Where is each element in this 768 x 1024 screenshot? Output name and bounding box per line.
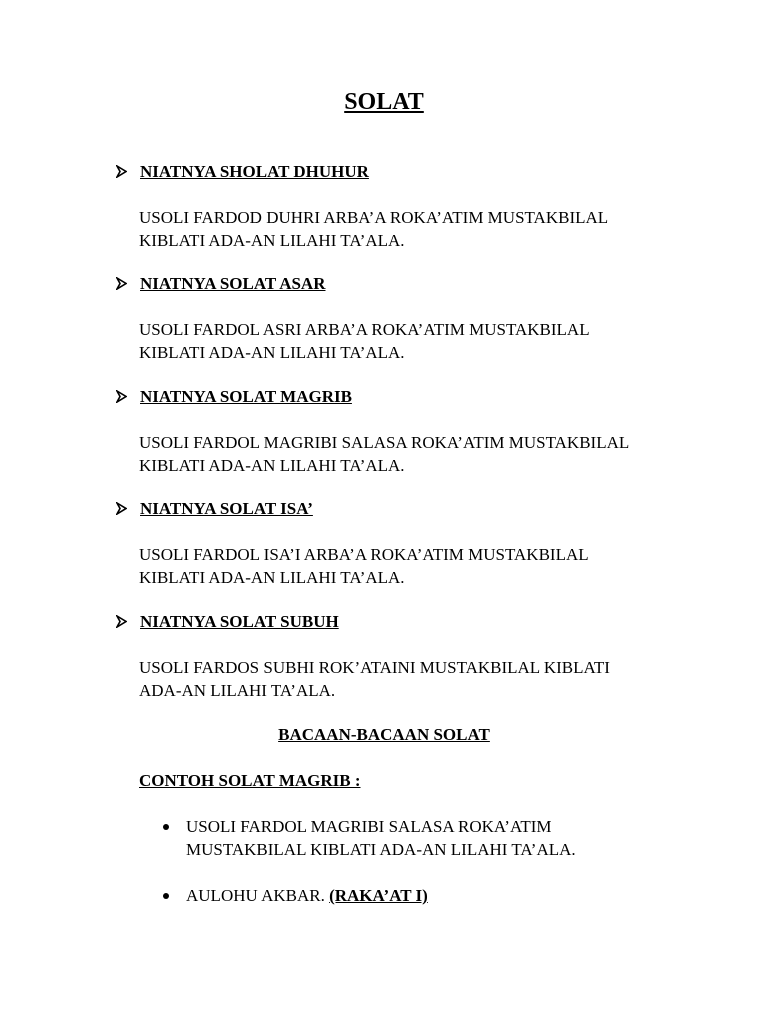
section-heading-asar bbox=[116, 272, 326, 295]
rakaat-label: (RAKA’AT I) bbox=[329, 886, 428, 905]
bullet-dot-icon bbox=[163, 893, 169, 899]
arrow-bullet-icon bbox=[116, 160, 140, 183]
section-heading-isa bbox=[116, 497, 313, 520]
section-subtitle: BACAAN-BACAAN SOLAT bbox=[278, 725, 490, 744]
body-line: USOLI FARDOL ISA’I ARBA’A ROKA’ATIM MUSTAKBILAL bbox=[139, 545, 589, 564]
section-body-asar bbox=[139, 318, 699, 364]
bullet-item-takbir bbox=[186, 884, 686, 907]
section-body-subuh bbox=[139, 656, 699, 702]
body-line: KIBLATI ADA-AN LILAHI TA’ALA. bbox=[139, 568, 405, 587]
arrow-bullet-icon bbox=[116, 272, 140, 295]
section-heading-dhuhur bbox=[116, 160, 369, 183]
bullet-item-niat bbox=[186, 815, 686, 861]
body-line: USOLI FARDOD DUHRI ARBA’A ROKA’ATIM MUSTAKBILAL bbox=[139, 208, 609, 227]
body-line: USOLI FARDOL ASRI ARBA’A ROKA’ATIM MUSTAKBILAL bbox=[139, 320, 590, 339]
arrow-bullet-icon bbox=[116, 610, 140, 633]
arrow-bullet-icon bbox=[116, 497, 140, 520]
example-title: CONTOH SOLAT MAGRIB : bbox=[139, 771, 361, 790]
section-heading-subuh bbox=[116, 610, 339, 633]
section-heading-text: NIATNYA SOLAT ASAR bbox=[140, 274, 326, 293]
page-title: SOLAT bbox=[344, 89, 424, 115]
bullet-line: USOLI FARDOL MAGRIBI SALASA ROKA’ATIM bbox=[186, 817, 552, 836]
body-line: USOLI FARDOS SUBHI ROK’ATAINI MUSTAKBILAL KIBLATI bbox=[139, 658, 610, 677]
arrow-bullet-icon bbox=[116, 385, 140, 408]
section-heading-text: NIATNYA SOLAT ISA’ bbox=[140, 499, 313, 518]
section-heading-text: NIATNYA SOLAT MAGRIB bbox=[140, 387, 352, 406]
section-body-isa bbox=[139, 543, 699, 589]
body-line: KIBLATI ADA-AN LILAHI TA’ALA. bbox=[139, 343, 405, 362]
section-heading-text: NIATNYA SHOLAT DHUHUR bbox=[140, 162, 369, 181]
section-body-dhuhur bbox=[139, 206, 699, 252]
body-line: ADA-AN LILAHI TA’ALA. bbox=[139, 681, 336, 700]
body-line: KIBLATI ADA-AN LILAHI TA’ALA. bbox=[139, 456, 405, 475]
section-heading-text: NIATNYA SOLAT SUBUH bbox=[140, 612, 339, 631]
section-heading-magrib bbox=[116, 385, 352, 408]
section-body-magrib bbox=[139, 431, 699, 477]
bullet-dot-icon bbox=[163, 824, 169, 830]
bullet-line: MUSTAKBILAL KIBLATI ADA-AN LILAHI TA’ALA. bbox=[186, 840, 576, 859]
body-line: KIBLATI ADA-AN LILAHI TA’ALA. bbox=[139, 231, 405, 250]
body-line: USOLI FARDOL MAGRIBI SALASA ROKA’ATIM MUSTAKBILAL bbox=[139, 433, 630, 452]
bullet-text: AULOHU AKBAR. bbox=[186, 886, 325, 905]
